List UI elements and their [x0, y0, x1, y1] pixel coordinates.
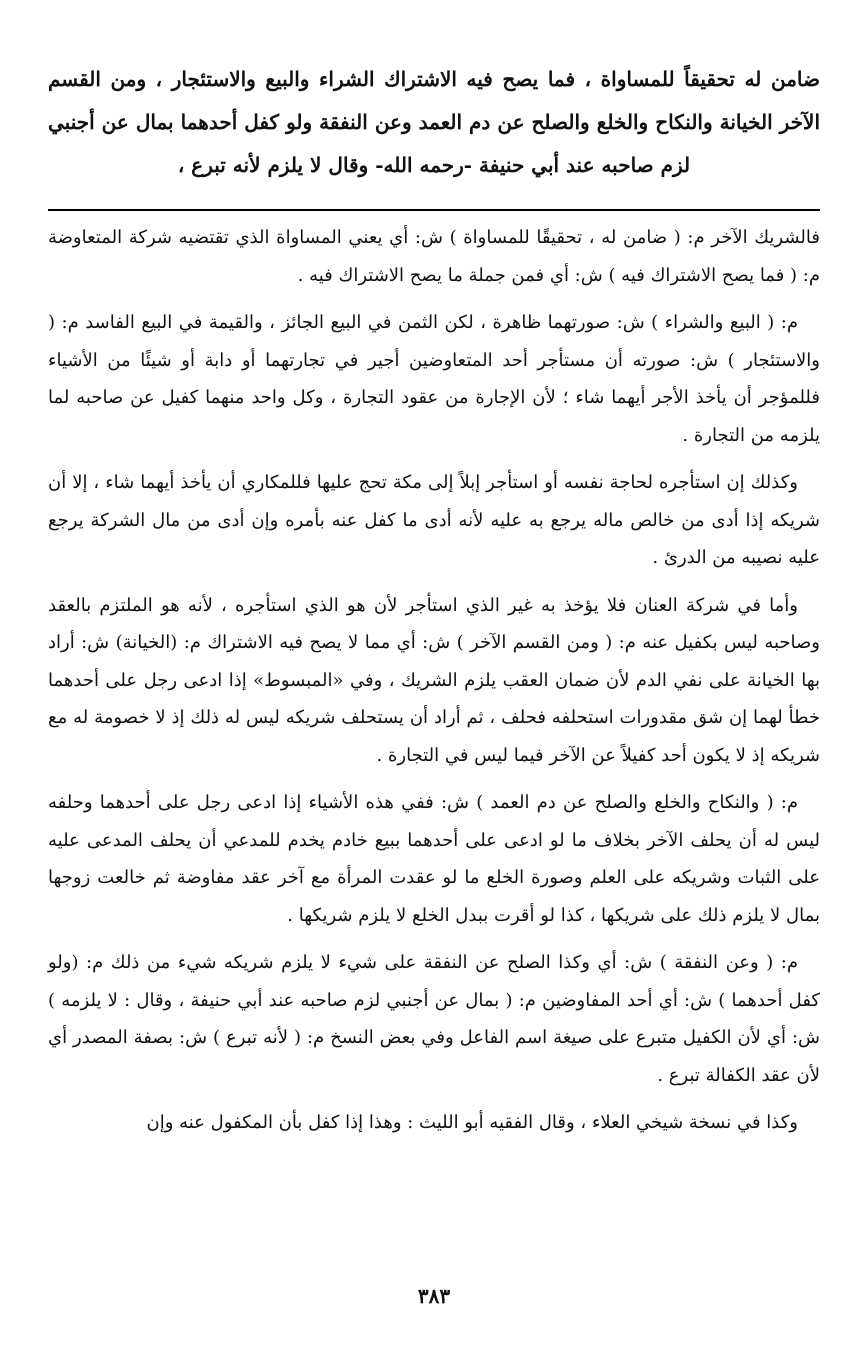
- commentary-section: [48, 219, 820, 1142]
- page-number: ٣٨٣: [417, 1284, 451, 1308]
- commentary-paragraph: وكذلك إن استأجره لحاجة نفسه أو استأجر إبلاً إلى مكة تحج عليها فللمكاري أن يأخذ أيهما شاء ، إلا أن شريكه إذا أدى من خالص ماله يرجع به عليه لأنه أدى ما كفل عنه بأمره وإن أدى من مال الشركة يرجع عليه نصيبه من الدرئ .: [48, 472, 820, 568]
- commentary-paragraph: وأما في شركة العنان فلا يؤخذ به غير الذي استأجر لأن هو الذي استأجره ، لأنه هو الملتزم بالعقد وصاحبه ليس بكفيل عنه م: ( ومن القسم الآخر ) ش: أي مما لا يصح فيه الاشتراك م: (الخيانة) ش: أراد بها الخيانة على نفي الدم لأن ضمان العقب يلزم الشريك ، وفي «المبسوط» إذا ادعى رجل على أحدهما خطأ لهما إن شق مقدورات استحلفه فحلف ، ثم أراد أن يستحلف شريكه ليس له ذلك إذ لا خصومة له مع شريكه إذ لا يكون أحد كفيلاً عن الآخر فيما ليس في التجارة .: [48, 594, 820, 766]
- commentary-paragraph: م: ( البيع والشراء ) ش: صورتهما ظاهرة ، لكن الثمن في البيع الجائز ، والقيمة في البيع الفاسد م: ( والاستئجار ) ش: صورته أن مستأجر أحد المتعاوضين أجير في تجارتهما أو دابة أو شيئًا من الأشياء فللمؤجر أن يأخذ الأجر أيهما شاء ؛ لأن الإجارة من عقود التجارة ، وكل واحد منهما كفيل عن صاحبه لما يلزمه من التجارة .: [48, 312, 820, 446]
- matn-text: ضامن له تحقيقاً للمساواة ، فما يصح فيه الاشتراك الشراء والبيع والاستئجار ، ومن القسم الآخر الخيانة والنكاح والخلع والصلح عن دم العمد وعن النفقة ولو كفل أحدهما بمال عن أجنبي لزم صاحبه عند أبي حنيفة -رحمه الله- وقال لا يلزم لأنه تبرع ،: [48, 67, 820, 177]
- commentary-paragraph: م: ( والنكاح والخلع والصلح عن دم العمد ) ش: ففي هذه الأشياء إذا ادعى رجل على أحدهما وحلفه ليس له أن يحلف الآخر بخلاف ما لو ادعى على أحدهما ببيع خادم يخدم للمدعي أن يحلف المدعى عليه على الثبات وشريكه على العلم وصورة الخلع ما لو عقدت المرأة مع آخر عقد مفاوضة ثم خالعت زوجها بمال لا يلزم ذلك على شريكها ، كذا لو أقرت ببدل الخلع لا يلزم شريكها .: [48, 792, 820, 926]
- commentary-paragraph: م: ( وعن النفقة ) ش: أي وكذا الصلح عن النفقة على شيء لا يلزم شريكه شيء من ذلك م: (ولو كفل أحدهما ) ش: أي أحد المفاوضين م: ( بمال عن أجنبي لزم صاحبه عند أبي حنيفة ، وقال : لا يلزمه ) ش: أي لأن الكفيل متبرع على صيغة اسم الفاعل وفي بعض النسخ م: ( لأنه تبرع ) ش: بصفة المصدر أي لأن عقد الكفالة تبرع .: [48, 952, 820, 1086]
- commentary-paragraph: وكذا في نسخة شيخي العلاء ، وقال الفقيه أبو الليث : وهذا إذا كفل بأن المكفول عنه وإن: [146, 1112, 798, 1133]
- commentary-paragraph: فالشريك الآخر م: ( ضامن له ، تحقيقًا للمساواة ) ش: أي يعني المساواة الذي تقتضيه شركة المتعاوضة م: ( فما يصح الاشتراك فيه ) ش: أي فمن جملة ما يصح الاشتراك فيه .: [48, 227, 820, 286]
- separator-rule: [48, 209, 820, 211]
